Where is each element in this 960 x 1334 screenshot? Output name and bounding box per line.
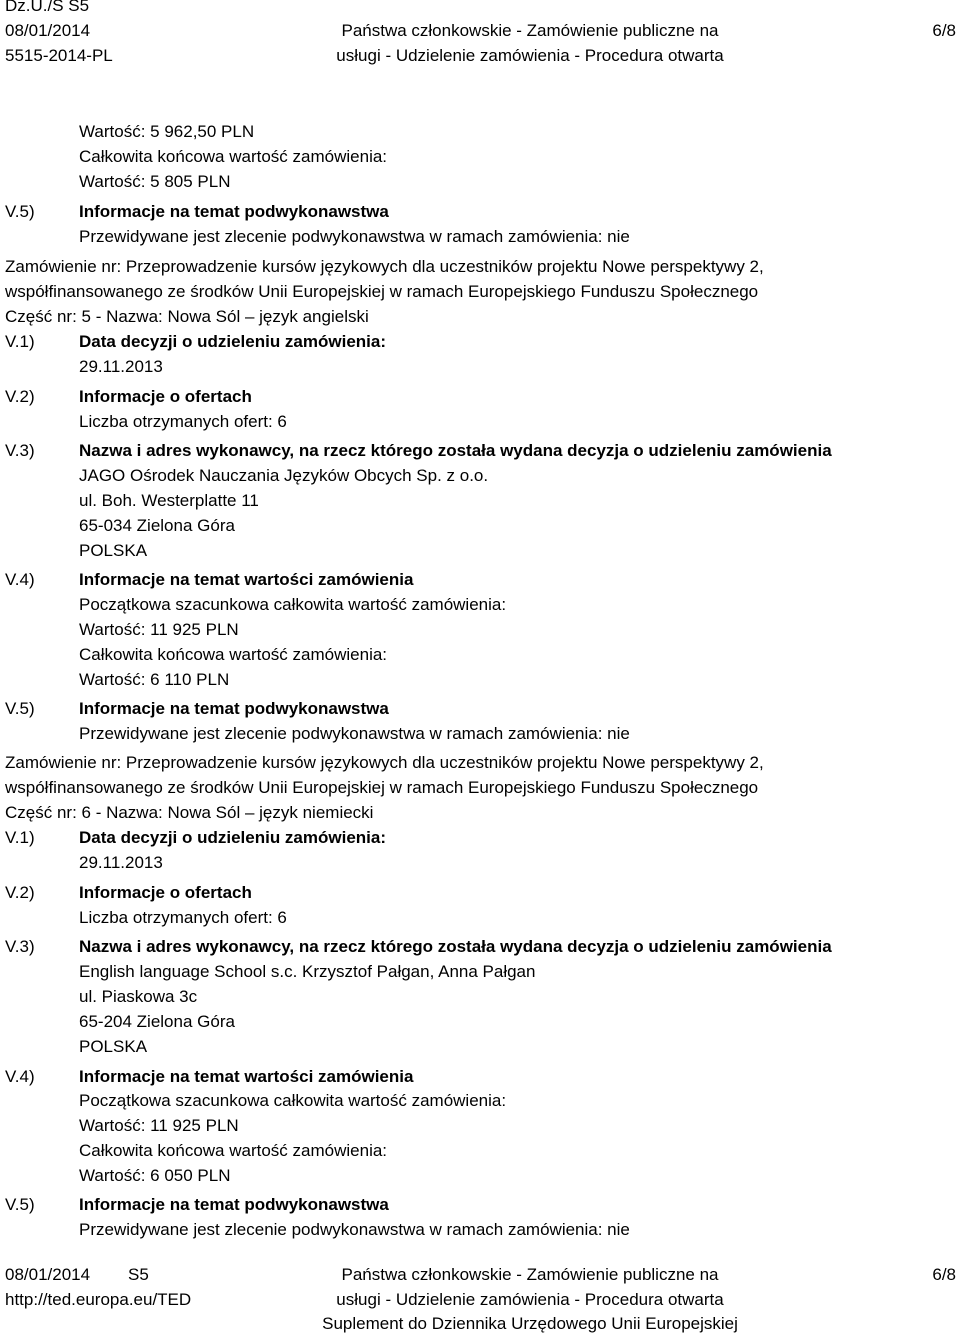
contractor-city: 65-204 Zielona Góra	[79, 1012, 235, 1031]
contractor-country: POLSKA	[79, 1037, 148, 1056]
contractor-street: ul. Piaskowa 3c	[79, 987, 198, 1006]
section-title: Informacje na temat podwykonawstwa	[79, 1195, 389, 1214]
section-number: V.5)	[5, 202, 35, 221]
contractor-street: ul. Boh. Westerplatte 11	[79, 491, 259, 510]
header-title-line1: Państwa członkowskie - Zamówienie publiczne na	[341, 21, 719, 40]
final-value: Wartość: 6 050 PLN	[79, 1166, 231, 1185]
section-number: V.4)	[5, 570, 35, 589]
document-id: 5515-2014-PL	[5, 46, 113, 65]
section-title: Informacje na temat wartości zamówienia	[79, 1067, 414, 1086]
contractor-name: JAGO Ośrodek Nauczania Języków Obcych Sp. z o.o.	[79, 466, 489, 485]
section-number: V.5)	[5, 1195, 35, 1214]
section-number: V.3)	[5, 441, 35, 460]
part-line: Część nr: 6 - Nazwa: Nowa Sól – język niemiecki	[5, 803, 374, 822]
section-title: Informacje na temat podwykonawstwa	[79, 699, 389, 718]
section-number: V.5)	[5, 699, 35, 718]
section-title: Informacje na temat wartości zamówienia	[79, 570, 414, 589]
footer-title-line3: Suplement do Dziennika Urzędowego Unii Europejskiej	[322, 1314, 738, 1333]
section-number: V.4)	[5, 1067, 35, 1086]
contractor-city: 65-034 Zielona Góra	[79, 516, 235, 535]
final-value-label: Całkowita końcowa wartość zamówienia:	[79, 645, 388, 664]
subcontracting-text: Przewidywane jest zlecenie podwykonawstwa w ramach zamówienia: nie	[79, 1220, 630, 1239]
section-title: Data decyzji o udzieleniu zamówienia:	[79, 828, 387, 847]
final-value-label: Całkowita końcowa wartość zamówienia:	[79, 147, 388, 166]
footer-page-number: 6/8	[932, 1265, 956, 1284]
initial-value-label: Początkowa szacunkowa całkowita wartość zamówienia:	[79, 1091, 507, 1110]
section-number: V.2)	[5, 883, 35, 902]
offers-count: Liczba otrzymanych ofert: 6	[79, 412, 287, 431]
footer-date: 08/01/2014	[5, 1265, 91, 1284]
header-title-line2: usługi - Udzielenie zamówienia - Procedura otwarta	[336, 46, 724, 65]
decision-date: 29.11.2013	[79, 357, 163, 376]
footer-title-line2: usługi - Udzielenie zamówienia - Procedura otwarta	[336, 1290, 724, 1309]
section-title: Informacje o ofertach	[79, 387, 252, 406]
initial-value: Wartość: 11 925 PLN	[79, 620, 239, 639]
order-line-1: Zamówienie nr: Przeprowadzenie kursów językowych dla uczestników projektu Nowe perspektywy 2,	[5, 753, 764, 772]
order-line-2: współfinansowanego ze środków Unii Europejskiej w ramach Europejskiego Funduszu Społecznego	[5, 778, 759, 797]
journal-ref: Dz.U./S S5	[5, 0, 90, 15]
final-value-label: Całkowita końcowa wartość zamówienia:	[79, 1141, 388, 1160]
section-title: Informacje o ofertach	[79, 883, 252, 902]
subcontracting-text: Przewidywane jest zlecenie podwykonawstwa w ramach zamówienia: nie	[79, 227, 630, 246]
section-title: Nazwa i adres wykonawcy, na rzecz którego została wydana decyzja o udzieleniu zamówienia	[79, 937, 832, 956]
final-value: Wartość: 6 110 PLN	[79, 670, 230, 689]
part-line: Część nr: 5 - Nazwa: Nowa Sól – język angielski	[5, 307, 369, 326]
section-number: V.2)	[5, 387, 35, 406]
offers-count: Liczba otrzymanych ofert: 6	[79, 908, 287, 927]
subcontracting-text: Przewidywane jest zlecenie podwykonawstwa w ramach zamówienia: nie	[79, 724, 630, 743]
section-number: V.1)	[5, 332, 35, 351]
order-line-1: Zamówienie nr: Przeprowadzenie kursów językowych dla uczestników projektu Nowe perspektywy 2,	[5, 257, 764, 276]
initial-value-label: Początkowa szacunkowa całkowita wartość zamówienia:	[79, 595, 507, 614]
value-text: Wartość: 5 962,50 PLN	[79, 122, 255, 141]
final-value-text: Wartość: 5 805 PLN	[79, 172, 231, 191]
section-title: Data decyzji o udzieleniu zamówienia:	[79, 332, 387, 351]
initial-value: Wartość: 11 925 PLN	[79, 1116, 239, 1135]
footer-url[interactable]: http://ted.europa.eu/TED	[5, 1290, 192, 1309]
footer-title-line1: Państwa członkowskie - Zamówienie publiczne na	[341, 1265, 719, 1284]
section-title: Informacje na temat podwykonawstwa	[79, 202, 389, 221]
header-date: 08/01/2014	[5, 21, 91, 40]
section-number: V.3)	[5, 937, 35, 956]
page-footer	[0, 1262, 960, 1334]
section-title: Nazwa i adres wykonawcy, na rzecz którego została wydana decyzja o udzieleniu zamówienia	[79, 441, 832, 460]
header-page-number: 6/8	[932, 21, 956, 40]
page-header	[0, 0, 960, 100]
decision-date: 29.11.2013	[79, 853, 163, 872]
contractor-country: POLSKA	[79, 541, 148, 560]
footer-series: S5	[128, 1265, 149, 1284]
section-number: V.1)	[5, 828, 35, 847]
contractor-name: English language School s.c. Krzysztof Pałgan, Anna Pałgan	[79, 962, 536, 981]
order-line-2: współfinansowanego ze środków Unii Europejskiej w ramach Europejskiego Funduszu Społecznego	[5, 282, 759, 301]
